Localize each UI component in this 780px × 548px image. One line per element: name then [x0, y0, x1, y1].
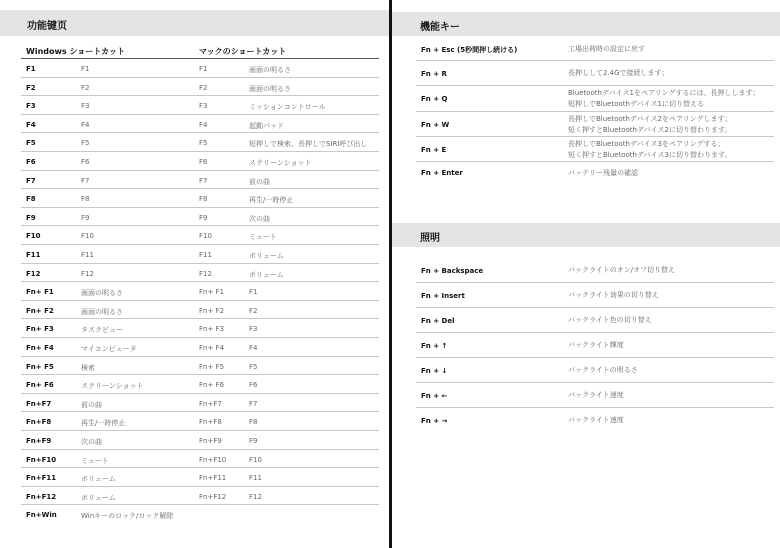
key-combo: Fn + Del: [421, 316, 455, 325]
table-row: [416, 358, 774, 383]
table-row: [416, 333, 774, 358]
mac-key-combo: Fn+ F5: [199, 362, 225, 371]
mac-key-combo: Fn+ F3: [199, 325, 225, 334]
column-header-windows: Windows ショートカット: [26, 47, 125, 56]
table-row: [21, 282, 379, 301]
action-description: [568, 290, 659, 301]
table-row: [21, 59, 379, 78]
key-combo: Fn + ↓: [421, 366, 448, 375]
mac-key-combo: Fn+F8: [199, 418, 222, 427]
table-row: [21, 96, 379, 115]
windows-action: F5: [81, 139, 90, 148]
mac-key-combo: F2: [199, 83, 208, 92]
mac-action: 短押しで検索、長押しでSIRI呼び出し: [249, 140, 368, 149]
key-combo: F9: [26, 213, 36, 222]
table-row: [21, 226, 379, 245]
key-combo: Fn+F11: [26, 474, 57, 483]
section-header-function-keys-page: [0, 10, 389, 36]
description-line: バックライトのオン/オフ切り替え: [568, 266, 675, 274]
mac-action: 前の曲: [249, 177, 270, 186]
key-combo: Fn + ↑: [421, 341, 448, 350]
table-row: [416, 408, 774, 433]
description-line: 短く押すとBluetoothデバイス2に切り替わります。: [568, 125, 732, 134]
table-row: [21, 319, 379, 338]
mac-key-combo: F5: [199, 139, 208, 148]
key-combo: Fn+ F4: [26, 344, 54, 352]
key-combo: Fn + ←: [421, 391, 448, 400]
mac-action: ボリューム: [249, 252, 284, 260]
key-combo: Fn+F12: [26, 492, 57, 501]
mac-action: 次の曲: [249, 214, 270, 223]
table-row: [21, 487, 379, 506]
windows-action: F7: [81, 176, 90, 185]
section-title: 功能键页: [27, 21, 67, 32]
action-description: [568, 68, 669, 79]
key-combo: Fn+ F6: [26, 381, 54, 390]
key-combo: F8: [26, 195, 36, 204]
windows-action: F2: [81, 83, 90, 92]
section-header-lighting: [392, 223, 780, 247]
key-combo: Fn + Insert: [421, 291, 465, 300]
key-combo: F2: [26, 83, 36, 92]
key-combo: Fn + W: [421, 120, 450, 129]
mac-action: 再生/一時停止: [249, 196, 294, 205]
description-line: バックライトの明るさ: [568, 366, 638, 374]
description-line: 工場出荷時の設定に戻す: [568, 44, 645, 53]
mac-action: F12: [249, 492, 262, 501]
table-row: [21, 264, 379, 283]
description-line: バックライト効果の切り替え: [568, 291, 659, 299]
windows-action: ミュート: [81, 456, 109, 465]
key-combo: Fn+Win: [26, 511, 57, 520]
action-description: [568, 415, 624, 426]
table-row: [416, 383, 774, 408]
windows-action: ボリューム: [81, 493, 116, 502]
table-row: [21, 375, 379, 394]
table-row: [21, 412, 379, 431]
table-row: [21, 431, 379, 450]
mac-action: F2: [249, 306, 258, 315]
mac-key-combo: F9: [199, 213, 208, 222]
table-row: [21, 78, 379, 97]
mac-key-combo: F12: [199, 269, 212, 278]
table-row: [21, 450, 379, 469]
mac-action: F7: [249, 399, 258, 408]
mac-action: 画面の明るさ: [249, 66, 291, 74]
key-combo: F6: [26, 158, 36, 166]
description-line: バックライト輝度: [568, 341, 624, 349]
windows-action: 次の曲: [81, 438, 102, 446]
mac-key-combo: F7: [199, 176, 208, 185]
key-combo: F11: [26, 251, 41, 259]
table-row: [21, 394, 379, 413]
windows-action: F4: [81, 120, 90, 129]
windows-action: タスクビュー: [81, 326, 123, 335]
mac-action: F10: [249, 455, 262, 464]
table-row: [21, 115, 379, 134]
mac-key-combo: Fn+ F6: [199, 381, 225, 390]
windows-action: F8: [81, 195, 90, 204]
description-line: バックライト色の切り替え: [568, 316, 652, 324]
description-line: バックライト速度: [568, 416, 624, 424]
mac-key-combo: F10: [199, 232, 212, 241]
mac-key-combo: F3: [199, 102, 208, 111]
key-combo: Fn+F7: [26, 399, 52, 408]
windows-action: F3: [81, 102, 90, 111]
mac-key-combo: Fn+F9: [199, 437, 222, 445]
table-row: [21, 468, 379, 487]
mac-key-combo: F4: [199, 120, 208, 129]
table-row: [21, 357, 379, 376]
table-row: [416, 308, 774, 333]
table-row: [21, 208, 379, 227]
windows-action: F6: [81, 158, 90, 166]
table-row: [416, 258, 774, 283]
key-combo: Fn+ F3: [26, 325, 54, 334]
mac-action: ボリューム: [249, 270, 284, 279]
key-combo: Fn+F9: [26, 437, 52, 445]
mac-key-combo: Fn+F11: [199, 474, 227, 483]
table-row: [21, 133, 379, 152]
table-row: [416, 137, 774, 162]
mac-key-combo: F6: [199, 158, 208, 166]
table-row: [416, 162, 774, 184]
section-title: 照明: [420, 233, 440, 244]
key-combo: Fn+ F2: [26, 306, 54, 315]
windows-action: 検索: [81, 363, 95, 372]
action-description: [568, 88, 760, 110]
mac-key-combo: Fn+ F4: [199, 344, 225, 352]
key-combo: F3: [26, 102, 36, 111]
description-line: 長押しでBluetoothデバイス2をペアリングします；: [568, 114, 732, 123]
key-combo: Fn+F10: [26, 455, 57, 464]
mac-key-combo: Fn+F12: [199, 492, 227, 501]
mac-action: スクリーンショット: [249, 159, 312, 167]
windows-action: マイコンピュータ: [81, 345, 137, 353]
mac-action: F9: [249, 437, 258, 445]
description-line: Bluetoothデバイス1をペアリングするには、長押しします；: [568, 89, 760, 97]
description-line: 短く押すとBluetoothデバイス3に切り替わります。: [568, 150, 732, 159]
windows-action: F9: [81, 213, 90, 222]
windows-action: 画面の明るさ: [81, 289, 123, 298]
action-description: [568, 139, 731, 161]
action-description: [568, 390, 624, 401]
action-description: [568, 365, 638, 376]
table-row: [21, 505, 379, 524]
mac-action: F11: [249, 474, 262, 483]
table-row: [416, 86, 774, 112]
mac-key-combo: Fn+F7: [199, 399, 222, 408]
key-combo: F12: [26, 269, 41, 278]
action-description: [568, 340, 624, 351]
key-combo: F1: [26, 65, 36, 73]
key-combo: Fn+ F5: [26, 362, 54, 371]
windows-action: F11: [81, 251, 94, 259]
windows-action: F12: [81, 269, 94, 278]
mac-key-combo: F8: [199, 195, 208, 204]
mac-action: F6: [249, 381, 258, 390]
key-combo: Fn + Esc (5秒間押し続ける): [421, 46, 518, 54]
mac-key-combo: Fn+F10: [199, 455, 227, 464]
key-combo: Fn + →: [421, 416, 448, 425]
mac-action: F8: [249, 418, 258, 427]
mac-action: F3: [249, 325, 258, 334]
column-divider: [389, 0, 392, 548]
table-row: [21, 171, 379, 190]
windows-action: 前の曲: [81, 400, 102, 409]
key-combo: Fn+ F1: [26, 288, 54, 297]
mac-action: 画面の明るさ: [249, 84, 291, 93]
key-combo: Fn + E: [421, 145, 447, 154]
action-description: [568, 114, 732, 136]
table-row: [416, 37, 774, 61]
table-row: [416, 61, 774, 86]
key-combo: F10: [26, 232, 41, 241]
windows-action: スクリーンショット: [81, 382, 144, 391]
description-line: 短押しでBluetoothデバイス1に切り替える: [568, 100, 704, 108]
table-row: [416, 112, 774, 137]
mac-key-combo: F1: [199, 65, 208, 73]
key-combo: F5: [26, 139, 36, 148]
action-description: [568, 265, 675, 276]
mac-action: F5: [249, 362, 258, 371]
table-row: [21, 301, 379, 320]
action-description: [568, 315, 652, 326]
section-header-function-keys: [392, 12, 780, 36]
table-row: [21, 152, 379, 171]
key-combo: F4: [26, 120, 36, 129]
description-line: バックライト速度: [568, 391, 624, 399]
action-description: [568, 168, 638, 179]
section-title: 機能キー: [420, 22, 460, 33]
mac-action: ミッションコントロール: [249, 103, 326, 112]
key-combo: Fn + Enter: [421, 169, 463, 177]
description-line: 長押しでBluetoothデバイス3をペアリングする；: [568, 139, 725, 148]
key-combo: Fn+F8: [26, 418, 52, 427]
column-header-mac: マックのショートカット: [199, 47, 287, 56]
windows-action: Winキーのロック/ロック解除: [81, 512, 174, 521]
mac-action: F4: [249, 344, 258, 352]
description-line: 長押しして2.4Gで接続します；: [568, 69, 669, 77]
windows-action: 画面の明るさ: [81, 307, 123, 316]
mac-key-combo: F11: [199, 251, 212, 259]
key-combo: Fn + Backspace: [421, 266, 484, 275]
mac-action: 起動パッド: [249, 121, 284, 130]
windows-action: F10: [81, 232, 94, 241]
key-combo: Fn + R: [421, 69, 447, 78]
description-line: バッテリー残量の確認: [568, 168, 638, 177]
windows-action: F1: [81, 65, 90, 73]
key-combo: Fn + Q: [421, 95, 448, 103]
mac-action: F1: [249, 288, 258, 297]
key-combo: F7: [26, 176, 36, 185]
action-description: [568, 44, 645, 55]
table-row: [21, 245, 379, 264]
table-row: [21, 338, 379, 357]
mac-action: ミュート: [249, 233, 277, 242]
table-row: [416, 283, 774, 308]
windows-action: ボリューム: [81, 475, 116, 484]
table-row: [21, 189, 379, 208]
mac-key-combo: Fn+ F2: [199, 306, 225, 315]
windows-action: 再生/一時停止: [81, 419, 126, 428]
mac-key-combo: Fn+ F1: [199, 288, 225, 297]
